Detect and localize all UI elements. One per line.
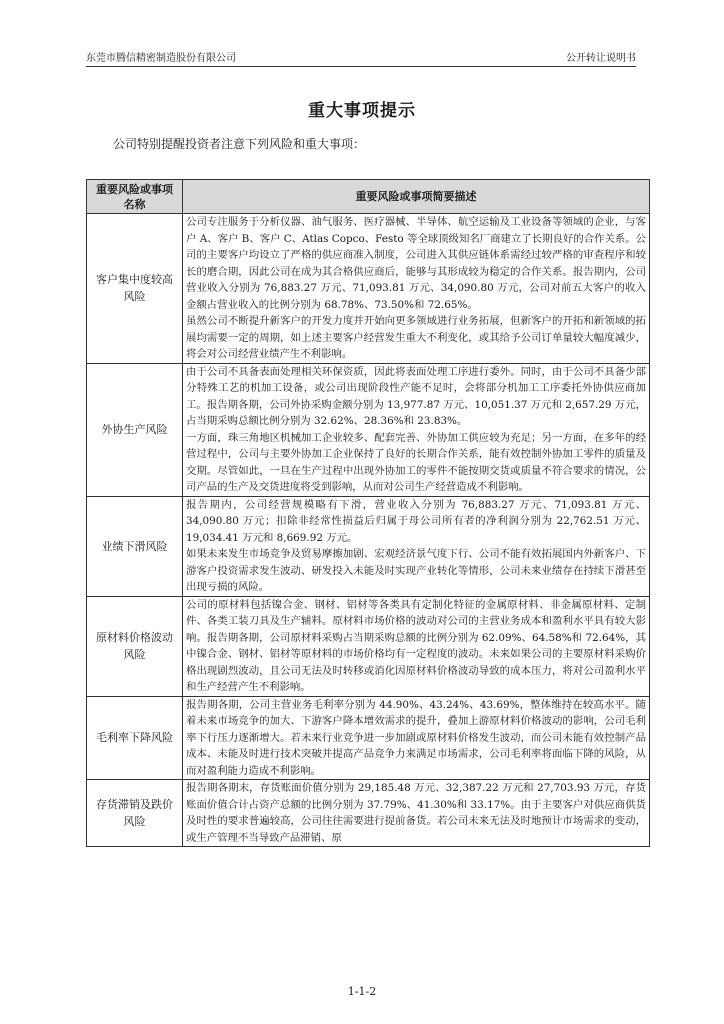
column-header-risk-description: 重要风险或事项简要描述 bbox=[183, 180, 650, 214]
table-row bbox=[87, 780, 650, 847]
table-row bbox=[87, 696, 650, 780]
risk-name-cell: 原材料价格波动风险 bbox=[87, 596, 183, 696]
risk-description-paragraph: 虽然公司不断提升新客户的开发力度并开始向更多领域进行业务拓展，但新客户的开拓和新领域的拓展均需要一定的周期，如上述主要客户经营发生重大不利变化，或其给予公司订单量较大幅度减少，将会对公司经营业绩产生不利影响。 bbox=[186, 315, 646, 360]
risk-description-paragraph: 报告期各期，公司主营业务毛利率分别为 44.90%、43.24%、43.69%，整体维持在较高水平。随着未来市场竞争的加大、下游客户降本增效需求的提升，叠加上游原材料价格波动的影响，公司毛利率下行压力逐渐增大。若未来行业竞争进一步加剧或原材料价格发生波动，而公司未能有效控制产品成本、未能及时进行技术突破并提高产品竞争力来满足市场需求，公司毛利率将面临下降的风险，从而对盈利能力造成不利影响。 bbox=[186, 698, 646, 777]
risk-description-paragraph: 报告期各期末，存货账面价值分别为 29,185.48 万元、32,387.22 万元和 27,703.93 万元，存货账面价值合计占资产总额的比例分别为 37.79%、41.30%和 33.17%。由于主要客户对供应商供货及时性的要求普遍较高，公司往往需要进行提前备货。若公司未来无法及时地预计市场需求的变动，或生产管理不当导致产品滞销、原 bbox=[186, 782, 646, 844]
risk-description-paragraph: 由于公司不具备表面处理相关环保资质，因此将表面处理工序进行委外。同时，由于公司不具备少部分特殊工艺的机加工设备，或公司出现阶段性产能不足时，会将部分机加工工序委托外协供应商加工。报告期各期，公司外协采购金额分别为 13,977.87 万元、10,051.37 万元和 2,657.29 万元，占当期采购总额比例分别为 32.62%、28.36%和 23.83%。 bbox=[186, 365, 646, 427]
header-company-name: 东莞市腾信精密制造股份有限公司 bbox=[86, 53, 236, 64]
risk-description-paragraph: 如果未来发生市场竞争及贸易摩擦加剧、宏观经济景气度下行、公司不能有效拓展国内外新客户、下游客户投资需求发生波动、研发投入未能及时实现产业转化等情形，公司未来业绩存在持续下滑甚至出现亏损的风险。 bbox=[186, 548, 646, 593]
risk-name-cell: 毛利率下降风险 bbox=[87, 696, 183, 780]
risk-name-cell: 业绩下滑风险 bbox=[87, 496, 183, 596]
risk-table bbox=[86, 179, 650, 847]
header-document-type: 公开转让说明书 bbox=[566, 53, 636, 64]
column-header-risk-name: 重要风险或事项名称 bbox=[87, 180, 183, 214]
page-header bbox=[86, 52, 636, 67]
intro-text: 公司特别提醒投资者注意下列风险和重大事项： bbox=[113, 137, 366, 151]
risk-description-paragraph: 一方面，珠三角地区机械加工企业较多、配套完善、外协加工供应较为充足；另一方面，在多年的经营过程中，公司与主要外协加工企业保持了良好的长期合作关系，能有效控制外协加工零件的质量及交期。尽管如此，一旦在生产过程中出现外协加工的零件不能按期交货或质量不符合要求的情况，公司产品的生产及交货进度将受到影响，从而对公司生产经营造成不利影响。 bbox=[186, 431, 646, 493]
table-row bbox=[87, 596, 650, 696]
risk-name-cell: 客户集中度较高风险 bbox=[87, 214, 183, 364]
table-header-row bbox=[87, 180, 650, 214]
risk-description-cell bbox=[183, 363, 650, 496]
risk-description-paragraph: 报告期内，公司经营规模略有下滑，营业收入分别为 76,883.27 万元、71,093.81 万元、34,090.80 万元；扣除非经常性损益后归属于母公司所有者的净利润分别为 22,762.51 万元、19,034.41 万元和 8,669.92 万元。 bbox=[186, 498, 646, 544]
risk-description-cell bbox=[183, 696, 650, 780]
risk-description-cell bbox=[183, 496, 650, 596]
table-row bbox=[87, 363, 650, 496]
page-title: 重大事项提示 bbox=[308, 101, 416, 121]
risk-name-cell: 外协生产风险 bbox=[87, 363, 183, 496]
risk-table-body bbox=[87, 214, 650, 847]
page-number: 1-1-2 bbox=[347, 985, 377, 998]
risk-description-cell bbox=[183, 596, 650, 696]
risk-description-paragraph: 公司的原材料包括镍合金、钢材、铝材等各类具有定制化特征的金属原材料、非金属原材料、定制件、各类工装刀具及生产辅料。原材料市场价格的波动对公司的主营业务成本和盈利水平具有较大影响。报告期各期，公司原材料采购占当期采购总额的比例分别为 62.09%、64.58%和 72.64%，其中镍合金、钢材、铝材等原材料的市场价格均有一定程度的波动。未来如果公司的主要原材料采购价格出现剧烈波动，且公司无法及时转移或消化因原材料价格波动导致的成本压力，将对公司盈利水平和生产经营产生不利影响。 bbox=[186, 598, 646, 693]
table-row bbox=[87, 214, 650, 364]
risk-name-cell: 存货滞销及跌价风险 bbox=[87, 780, 183, 847]
risk-description-cell bbox=[183, 780, 650, 847]
table-row bbox=[87, 496, 650, 596]
risk-description-paragraph: 公司专注服务于分析仪器、油气服务、医疗器械、半导体、航空运输及工业设备等领域的企业，与客户 A、客户 B、客户 C、Atlas Copco、Festo 等全球顶级知名厂商建立了长期良好的合作关系。公司的主要客户均设立了严格的供应商准入制度，公司进入其供应链体系需经过较严格的审查程序和较长的磨合期，因此公司在成为其合格供应商后，能够与其形成较为稳定的合作关系。报告期内，公司营业收入分别为 76,883.27 万元、71,093.81 万元、34,090.80 万元，公司对前五大客户的收入金额占营业收入的比例分别为 68.78%、73.50%和 72.65%。 bbox=[186, 216, 646, 311]
risk-description-cell bbox=[183, 214, 650, 364]
